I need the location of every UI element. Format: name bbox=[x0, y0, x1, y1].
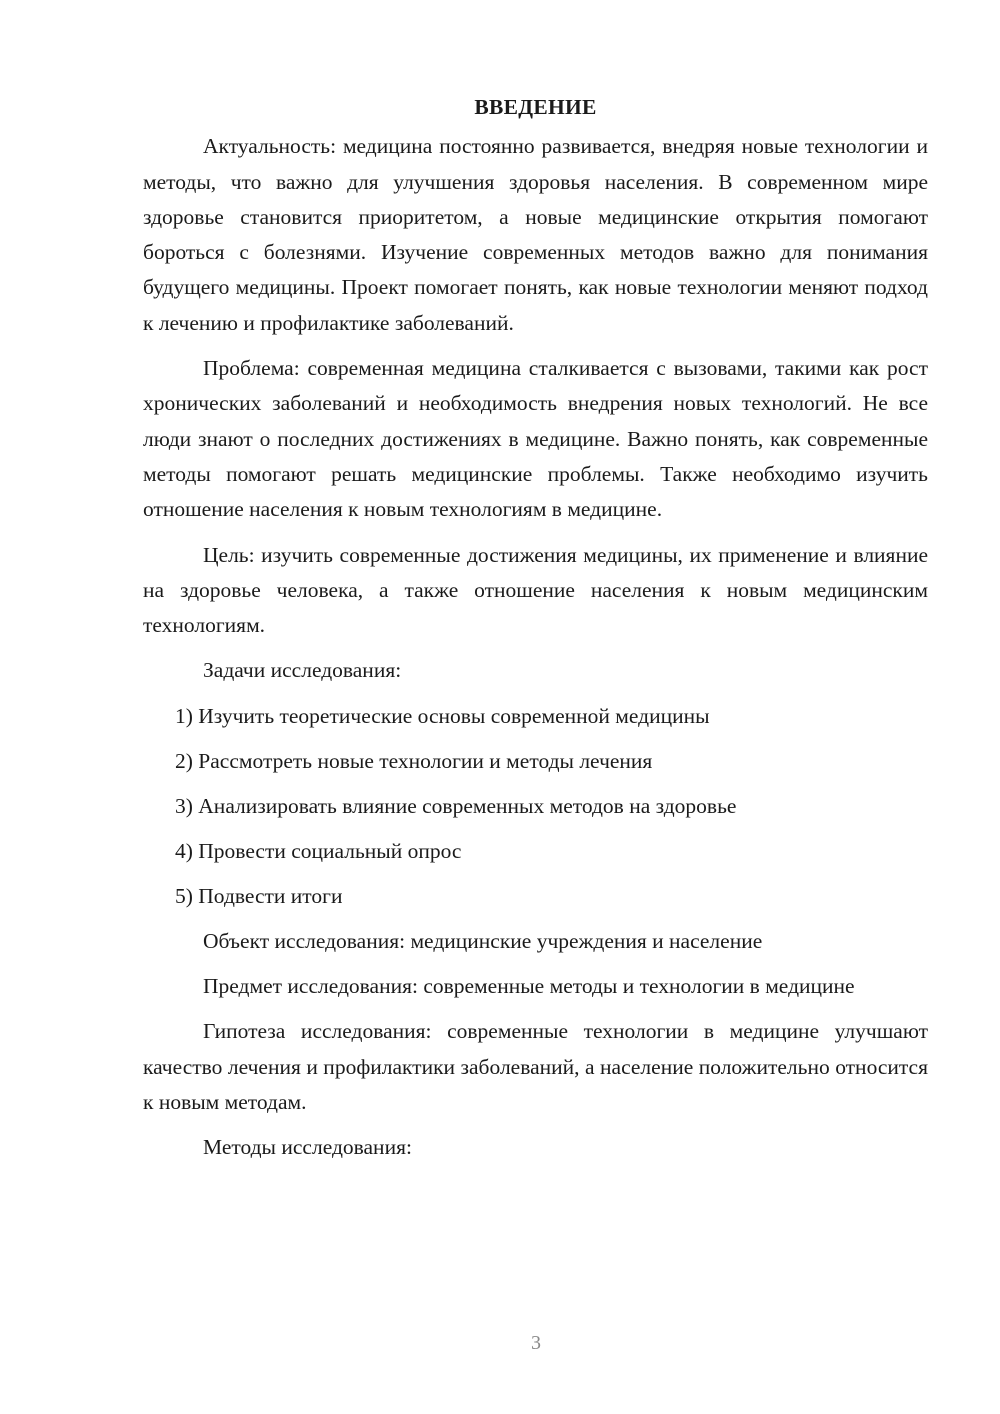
hypothesis-paragraph: Гипотеза исследования: современные технологии в медицине улучшают качество лечения и профилактики заболеваний, а население положительно относится к новым методам. bbox=[143, 1019, 928, 1114]
tasks-title: Задачи исследования: bbox=[203, 658, 402, 683]
document-page bbox=[143, 90, 928, 1176]
list-item: 5) Подвести итоги bbox=[175, 883, 343, 908]
list-item: 2) Рассмотреть новые технологии и методы лечения bbox=[175, 748, 653, 773]
subject-paragraph: Предмет исследования: современные методы и технологии в медицине bbox=[203, 974, 855, 999]
relevance-paragraph: Актуальность: медицина постоянно развивается, внедряя новые технологии и методы, что важно для улучшения здоровья населения. В современном мире здоровье становится приоритетом, а новые медицинские открытия помогают бороться с болезнями. Изучение современных методов важно для понимания будущего медицины. Проект помогает понять, как новые технологии меняют подход к лечению и профилактике заболеваний. bbox=[143, 134, 928, 335]
page-title: ВВЕДЕНИЕ bbox=[474, 95, 597, 119]
object-paragraph: Объект исследования: медицинские учреждения и население bbox=[203, 928, 763, 953]
list-item: 4) Провести социальный опрос bbox=[175, 838, 462, 863]
methods-paragraph: Методы исследования: bbox=[203, 1135, 412, 1160]
problem-paragraph: Проблема: современная медицина сталкивается с вызовами, такими как рост хронических заболеваний и необходимость внедрения новых технологий. Не все люди знают о последних достижениях в медицине. Важно понять, как современные методы помогают решать медицинские проблемы. Также необходимо изучить отношение населения к новым технологиям в медицине. bbox=[143, 356, 928, 522]
list-item: 3) Анализировать влияние современных методов на здоровье bbox=[175, 793, 737, 818]
goal-paragraph: Цель: изучить современные достижения медицины, их применение и влияние на здоровье человека, а также отношение населения к новым медицинским технологиям. bbox=[143, 542, 928, 638]
page-number: 3 bbox=[531, 1332, 541, 1354]
tasks-list bbox=[143, 699, 928, 914]
list-item: 1) Изучить теоретические основы современной медицины bbox=[175, 703, 710, 728]
